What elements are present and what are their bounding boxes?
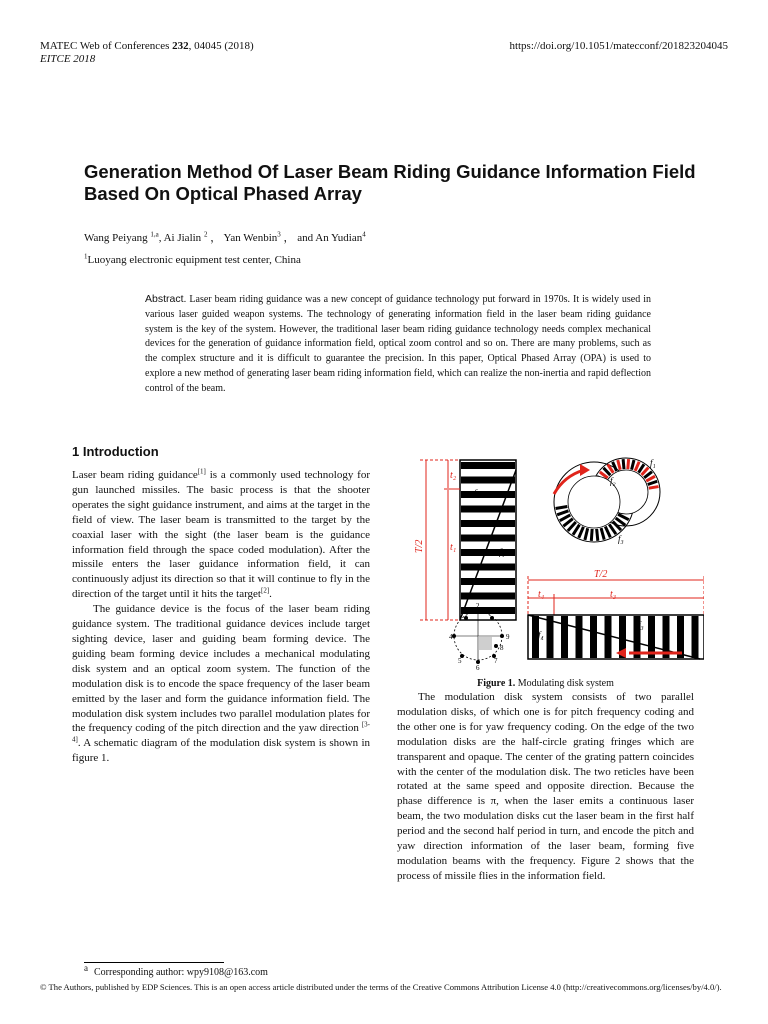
label-T2-horizontal: T/2 xyxy=(594,569,608,580)
stripe xyxy=(576,616,583,658)
citation[interactable]: [1] xyxy=(197,467,206,476)
left-column xyxy=(72,468,370,766)
caption-text: Modulating disk system xyxy=(515,678,614,689)
grating-fringe xyxy=(597,529,598,541)
stripe xyxy=(461,506,515,513)
label-t1: t₁ xyxy=(450,542,457,553)
grating-fringe xyxy=(635,462,639,471)
author-affiliation-mark: 2 xyxy=(203,230,208,239)
grating-fringe xyxy=(556,506,568,508)
paragraph xyxy=(72,468,370,602)
abstract xyxy=(145,292,651,397)
grating-fringe xyxy=(623,459,624,469)
grating-fringe xyxy=(591,529,592,541)
grating-fringe xyxy=(605,527,610,538)
section-heading: 1 Introduction xyxy=(72,444,159,459)
field-point xyxy=(490,616,494,620)
point-label-5: 5 xyxy=(458,657,462,665)
author-affiliation-mark: 4 xyxy=(362,230,366,239)
citation[interactable]: [3-4] xyxy=(72,720,370,744)
field-point xyxy=(494,644,498,648)
vertical-dimensions xyxy=(420,460,460,620)
author-name: and An Yudian xyxy=(297,232,363,244)
footnote-mark: a xyxy=(84,962,88,973)
label-f4: f₄ xyxy=(538,630,544,640)
author-separator: , xyxy=(158,232,164,244)
label-T2-vertical: T/2 xyxy=(414,539,425,553)
point-label-4: 4 xyxy=(449,633,453,641)
stripe xyxy=(461,564,515,571)
stripe xyxy=(547,616,554,658)
point-label-9: 9 xyxy=(506,633,510,641)
stripe xyxy=(461,535,515,542)
field-point xyxy=(464,616,468,620)
point-label-6: 6 xyxy=(476,664,480,672)
stripe xyxy=(461,462,515,469)
field-point xyxy=(476,610,480,614)
grating-fringe xyxy=(618,514,629,519)
stripe xyxy=(461,520,515,527)
grating-fringe xyxy=(579,527,584,538)
author-affiliation-mark: 3 xyxy=(277,230,281,239)
article-number: , 04045 (2018) xyxy=(188,40,254,52)
label-t3: t₃ xyxy=(610,589,617,600)
point-label-3: 3 xyxy=(463,608,467,616)
paragraph xyxy=(72,602,370,766)
journal-volume: 232 xyxy=(172,40,189,52)
author-list xyxy=(84,229,366,245)
doi-link[interactable]: https://doi.org/10.1051/matecconf/201823204045 xyxy=(509,40,728,52)
paragraph-text: The guidance device is the focus of the laser beam riding guidance system. The traditional guidance devices include target sighting device, laser and guiding beam forming device. The guiding beam forming device includes a mechanical modulating disk system and an optical zoom system. The function of the modulation disk is to encode the space frequency of the laser beam emitted by the laser and form the guidance information field. The modulation disk system includes two parallel modulation plates for the frequency coding of the pitch direction and the yaw direction xyxy=(72,603,370,735)
grating-fringe xyxy=(557,511,568,515)
label-t4: t₄ xyxy=(538,589,545,600)
license-statement: © The Authors, published by EDP Sciences. This is an open access article distributed under the terms of the Creative Commons Attribution License 4.0 (http://creativecommons.org/licenses/by/4.0/). xyxy=(40,982,722,992)
abstract-text: Laser beam riding guidance was a new concept of guidance technology put forward in 1970s. It is widely used in various laser guided weapon systems. The technology of generating information field in the laser beam riding guidance system is the key of the system. However, the traditional laser beam riding guidance technology needs complex mechanical devices for the generation of guidance information field, optical zoom control and so on. There are many problems, such as the complex structure and it is difficult to guarantee the precision. In this paper, Optical Phased Array (OPA) is used to explore a new method of generating laser beam riding information field, which can realize the non-inertia and rapid deflection control of the beam. xyxy=(145,294,651,394)
conference-name: EITCE 2018 xyxy=(40,53,96,65)
label-f1: f₁ xyxy=(499,547,505,557)
grating-fringe xyxy=(648,481,657,484)
label-t2: t₂ xyxy=(450,470,457,481)
footnote xyxy=(84,962,268,978)
grating-fringe xyxy=(628,459,629,469)
grating-fringe xyxy=(632,460,634,470)
grating-fringe xyxy=(618,460,621,470)
author-affiliation-mark: 1,a xyxy=(150,230,159,239)
disk-label-f1: f₁ xyxy=(650,458,656,468)
field-point xyxy=(500,634,504,638)
author-separator: ， xyxy=(207,232,224,244)
paper-title: Generation Method Of Laser Beam Riding Guidance Information Field Based On Optical Phased Array xyxy=(84,161,696,204)
arrowhead xyxy=(580,464,590,476)
figure-1-caption xyxy=(397,678,694,689)
modulation-disks xyxy=(554,458,660,542)
field-point xyxy=(452,634,456,638)
paragraph-text: is a commonly used technology for gun launched missiles. The basic process is that the shooter operates the sight guidance instrument, and aims at the target in the field of view. The laser beam is transmitted to the target by the coaxial laser with the sight (the laser beam is the guidance information field through the space coded modulation). After the missile enters the laser guidance information field, it can continuously adjust its direction so that it will continue to fly in the direction of the target until it hits the target xyxy=(72,469,370,601)
paragraph-text: . xyxy=(269,588,272,601)
running-header-left xyxy=(40,40,254,66)
author-name: Wang Peiyang xyxy=(84,232,151,244)
citation[interactable]: [2] xyxy=(261,586,270,595)
right-column xyxy=(397,690,694,884)
figure-1-diagram xyxy=(414,450,704,675)
author-name: Yan Wenbin xyxy=(223,232,278,244)
grating-fringe xyxy=(601,528,604,540)
paragraph: The modulation disk system consists of two parallel modulation disks, of which one is for pitch frequency coding and the other one is for yaw frequency coding. On the edge of the two modulation disks are the half-circle grating fringes which are transparent and opaque. The center of the grating pattern coincides with the center of the modulation disk. The two reticles have been rotated at the same speed and opposite direction. Because the phase difference is π, when the laser emits a continuous laser beam, the two modulation disks cut the laser beam in the first half period and the second half period in turn, and encode the pitch and yaw direction information of the laser beam, forming five modulation beams with the frequency. Figure 2 shows that the process of missile flies in the information field. xyxy=(397,691,694,882)
label-f2: f₂ xyxy=(474,488,480,498)
yaw-modulation-plate xyxy=(528,615,704,659)
affiliation xyxy=(84,254,301,266)
stripe xyxy=(461,549,515,556)
stripe xyxy=(590,616,597,658)
author-name: Ai Jialin xyxy=(163,232,204,244)
point-label-7: 7 xyxy=(494,657,498,665)
figure-1 xyxy=(414,450,704,675)
affiliation-mark: 1 xyxy=(84,252,88,261)
point-label-2: 2 xyxy=(476,602,480,610)
stripe xyxy=(461,477,515,484)
grating-fringe xyxy=(649,487,659,489)
pitch-modulation-plate xyxy=(460,460,516,620)
stripe xyxy=(561,616,568,658)
stripe xyxy=(692,616,699,658)
disk-label-f3: f₃ xyxy=(618,534,624,544)
footnote-text: Corresponding author: wpy9108@163.com xyxy=(94,967,268,978)
label-f3: f₃ xyxy=(638,620,644,630)
stripe xyxy=(605,616,612,658)
journal-name: MATEC Web of Conferences xyxy=(40,40,173,52)
grating-fringe xyxy=(560,515,571,521)
footnote-rule xyxy=(84,962,224,963)
paragraph-text: . A schematic diagram of the modulation disk system is shown in figure 1. xyxy=(72,737,370,765)
point-label-1: 1 xyxy=(494,608,498,616)
stripe xyxy=(461,607,515,614)
grating-fringe xyxy=(585,528,588,540)
abstract-label: Abstract. xyxy=(145,293,187,305)
grating-fringe xyxy=(613,462,617,471)
caption-label: Figure 1. xyxy=(477,678,516,689)
affiliation-text: Luoyang electronic equipment test center, China xyxy=(87,254,301,266)
disk-label-f2: f₂ xyxy=(610,476,616,486)
point-label-8: 8 xyxy=(500,644,504,652)
author-separator: ， xyxy=(280,232,298,244)
stripe xyxy=(461,578,515,585)
paragraph-text: Laser beam riding guidance xyxy=(72,469,198,481)
